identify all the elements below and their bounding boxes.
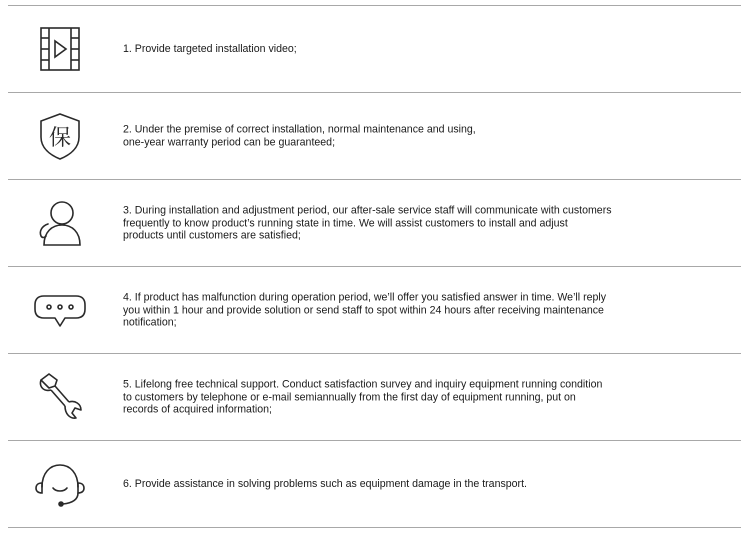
service-item-text: 1. Provide targeted installation video; [123,42,297,55]
service-list [8,5,741,528]
service-item-text: 4. If product has malfunction during operation period, we’ll offer you satisfied answer in time. We’ll reply you within 1 hour and provide solution or send staff to spot within 24 hours after receiving maintenance notification; [123,291,607,329]
service-item-malfunction-response [8,267,741,354]
service-item-technical-support [8,354,741,441]
service-item-text: 3. During installation and adjustment period, our after-sale service staff will communicate with customers frequently to know product’s running state in time. We will assist customers to install and adjust products until customers are satisfied; [123,204,612,242]
headset-icon [30,456,90,512]
chat-bubble-icon [30,282,90,338]
service-staff-icon [30,195,90,251]
warranty-glyph: 保 [48,126,72,151]
video-icon [30,21,90,77]
service-item-warranty [8,93,741,180]
service-item-after-sale-staff [8,180,741,267]
service-item-transport-damage [8,441,741,528]
wrench-icon [30,369,90,425]
service-item-text: 5. Lifelong free technical support. Conduct satisfaction survey and inquiry equipment running condition to customers by telephone or e-mail semiannually from the first day of equipment running, put on records of acquired information; [123,378,603,416]
warranty-shield-icon [30,108,90,164]
service-item-installation-video [8,6,741,93]
service-item-text: 6. Provide assistance in solving problems such as equipment damage in the transport. [123,477,527,490]
service-item-text: 2. Under the premise of correct installation, normal maintenance and using, one-year warranty period can be guaranteed; [123,123,476,148]
